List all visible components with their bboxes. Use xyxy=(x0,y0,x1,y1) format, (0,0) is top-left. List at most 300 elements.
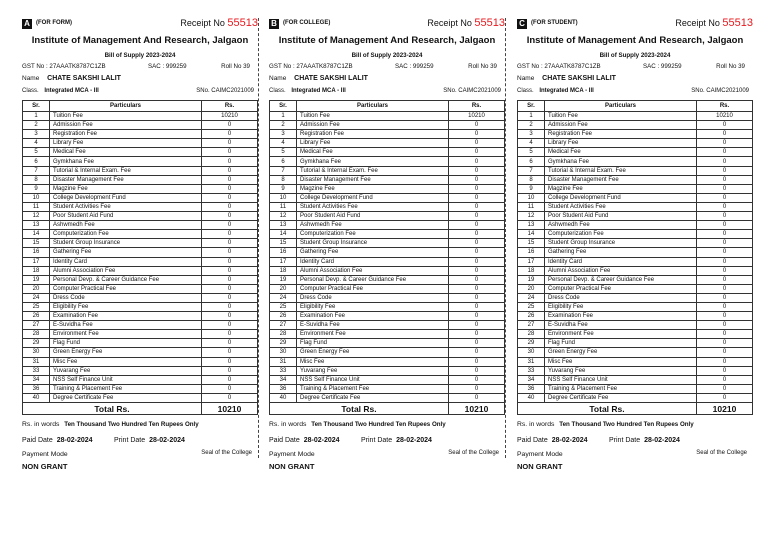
fee-particular: Degree Certificate Fee xyxy=(297,393,449,402)
grant-type: NON GRANT xyxy=(517,462,563,471)
class-label: Class. xyxy=(22,88,39,94)
fee-sr: 12 xyxy=(518,212,545,221)
fee-sr: 36 xyxy=(270,384,297,393)
receipt-copy-a xyxy=(22,14,258,484)
fee-amount: 0 xyxy=(449,221,505,230)
roll-number: Roll No 39 xyxy=(716,63,745,70)
fee-amount: 0 xyxy=(449,312,505,321)
fee-sr: 8 xyxy=(518,175,545,184)
print-date: 28-02-2024 xyxy=(644,437,680,444)
fee-amount: 0 xyxy=(697,121,753,130)
fee-row xyxy=(518,293,753,302)
fee-sr: 6 xyxy=(518,157,545,166)
fee-sr: 13 xyxy=(270,221,297,230)
receipt-number xyxy=(427,17,505,29)
fee-row xyxy=(270,366,505,375)
fee-sr: 4 xyxy=(270,139,297,148)
student-name: CHATE SAKSHI LALIT xyxy=(47,75,121,82)
fee-amount: 0 xyxy=(449,148,505,157)
fee-row xyxy=(518,112,753,121)
fee-amount: 0 xyxy=(697,366,753,375)
fee-sr: 7 xyxy=(518,166,545,175)
fee-amount: 0 xyxy=(697,357,753,366)
fee-amount: 0 xyxy=(449,184,505,193)
copy-header xyxy=(269,14,505,30)
fee-row xyxy=(518,275,753,284)
fee-particular: Computerization Fee xyxy=(545,230,697,239)
fee-particular: E-Suvidha Fee xyxy=(297,321,449,330)
name-label: Name xyxy=(517,75,535,82)
copy-header xyxy=(22,14,258,30)
fee-amount: 0 xyxy=(449,284,505,293)
fee-sr: 24 xyxy=(23,293,50,302)
fee-sr: 4 xyxy=(23,139,50,148)
fee-particular: Training & Placement Fee xyxy=(50,384,202,393)
words-label: Rs. in words xyxy=(22,421,60,428)
dates-line xyxy=(22,437,258,444)
bill-title: Bill of Supply 2023-2024 xyxy=(599,52,671,59)
fee-row xyxy=(23,202,258,211)
paid-date-label: Paid Date xyxy=(517,437,548,444)
fee-particular: Alumni Association Fee xyxy=(297,266,449,275)
class-line xyxy=(517,88,753,94)
fee-amount: 0 xyxy=(697,293,753,302)
words-value: Ten Thousand Two Hundred Ten Rupees Only xyxy=(311,421,446,428)
fee-particular: E-Suvidha Fee xyxy=(50,321,202,330)
fee-row xyxy=(23,230,258,239)
amount-in-words xyxy=(517,421,694,428)
fee-particular: Personal Devp. & Career Guidance Fee xyxy=(50,275,202,284)
fee-row xyxy=(23,393,258,402)
fee-particular: Yuvarang Fee xyxy=(50,366,202,375)
fee-amount: 0 xyxy=(449,157,505,166)
fee-sr: 34 xyxy=(518,375,545,384)
fee-amount: 10210 xyxy=(202,112,258,121)
total-value: 10210 xyxy=(449,403,505,415)
fee-row xyxy=(23,257,258,266)
fee-sr: 8 xyxy=(23,175,50,184)
fee-row xyxy=(270,393,505,402)
fee-row xyxy=(518,184,753,193)
fee-amount: 0 xyxy=(697,284,753,293)
fee-row xyxy=(270,348,505,357)
fee-row xyxy=(518,175,753,184)
fee-amount: 0 xyxy=(697,239,753,248)
fee-amount: 0 xyxy=(697,230,753,239)
fee-particular: Poor Student Aid Fund xyxy=(297,212,449,221)
fee-sr: 3 xyxy=(270,130,297,139)
fee-amount: 0 xyxy=(449,275,505,284)
payment-mode-label: Payment Mode xyxy=(22,451,68,458)
print-date-label: Print Date xyxy=(114,437,146,444)
paid-date: 28-02-2024 xyxy=(551,437,588,444)
fee-amount: 0 xyxy=(202,193,258,202)
fee-row xyxy=(23,121,258,130)
fee-sr: 14 xyxy=(23,230,50,239)
fee-sr: 26 xyxy=(23,312,50,321)
fee-row xyxy=(23,330,258,339)
fee-row xyxy=(23,348,258,357)
print-date-label: Print Date xyxy=(361,437,393,444)
fee-particular: Gathering Fee xyxy=(297,248,449,257)
fee-row xyxy=(270,130,505,139)
name-label: Name xyxy=(269,75,287,82)
fee-sr: 2 xyxy=(270,121,297,130)
fee-amount: 0 xyxy=(449,384,505,393)
fee-sr: 10 xyxy=(270,193,297,202)
fee-amount: 0 xyxy=(202,221,258,230)
fee-amount: 0 xyxy=(697,384,753,393)
fee-sr: 33 xyxy=(518,366,545,375)
fee-sr: 34 xyxy=(270,375,297,384)
fee-amount: 0 xyxy=(449,130,505,139)
fee-sr: 19 xyxy=(270,275,297,284)
fee-row xyxy=(270,157,505,166)
fee-sr: 15 xyxy=(270,239,297,248)
print-date-group xyxy=(114,437,185,444)
fee-particular: Ashwmedh Fee xyxy=(545,221,697,230)
header-particulars: Particulars xyxy=(297,101,449,112)
fee-sr: 17 xyxy=(518,257,545,266)
fee-sr: 25 xyxy=(23,302,50,311)
fee-amount: 0 xyxy=(202,375,258,384)
fee-particular: Flag Fund xyxy=(297,339,449,348)
fee-row xyxy=(23,275,258,284)
fee-sr: 34 xyxy=(23,375,50,384)
fee-sr: 9 xyxy=(23,184,50,193)
fee-particular: Computer Practical Fee xyxy=(50,284,202,293)
fee-row xyxy=(270,175,505,184)
fee-particular: Dress Code xyxy=(50,293,202,302)
total-row xyxy=(270,403,505,415)
fee-particular: Library Fee xyxy=(545,139,697,148)
fee-particular: E-Suvidha Fee xyxy=(545,321,697,330)
student-name: CHATE SAKSHI LALIT xyxy=(542,75,616,82)
fee-row xyxy=(518,393,753,402)
fee-row xyxy=(518,230,753,239)
fee-amount: 0 xyxy=(202,239,258,248)
fee-particular: Dress Code xyxy=(297,293,449,302)
fee-particular: Student Activities Fee xyxy=(50,202,202,211)
fee-row xyxy=(23,212,258,221)
copy-separator xyxy=(505,18,506,458)
fee-row xyxy=(23,239,258,248)
fee-row xyxy=(270,184,505,193)
fee-particular: Registration Fee xyxy=(50,130,202,139)
fee-amount: 0 xyxy=(202,393,258,402)
fee-row xyxy=(270,166,505,175)
words-value: Ten Thousand Two Hundred Ten Rupees Only xyxy=(559,421,694,428)
fee-sr: 17 xyxy=(23,257,50,266)
fee-row xyxy=(270,202,505,211)
fee-amount: 0 xyxy=(697,348,753,357)
fee-particular: Magzine Fee xyxy=(50,184,202,193)
fee-row xyxy=(270,121,505,130)
fee-sr: 6 xyxy=(270,157,297,166)
class-label: Class. xyxy=(269,88,286,94)
fee-row xyxy=(23,302,258,311)
fee-row xyxy=(270,330,505,339)
fee-particular: NSS Self Finance Unit xyxy=(50,375,202,384)
fee-particular: Tuition Fee xyxy=(297,112,449,121)
print-date-group xyxy=(361,437,432,444)
fee-amount: 0 xyxy=(202,339,258,348)
fee-row xyxy=(23,221,258,230)
fee-amount: 0 xyxy=(697,202,753,211)
fee-particular: Eligibility Fee xyxy=(545,302,697,311)
fee-sr: 12 xyxy=(270,212,297,221)
bill-title: Bill of Supply 2023-2024 xyxy=(351,52,423,59)
fee-table xyxy=(22,100,258,415)
fee-row xyxy=(23,248,258,257)
payment-mode-label: Payment Mode xyxy=(517,451,563,458)
fee-sr: 5 xyxy=(23,148,50,157)
fee-row xyxy=(518,239,753,248)
fee-particular: Admission Fee xyxy=(545,121,697,130)
fee-sr: 18 xyxy=(518,266,545,275)
fee-amount: 0 xyxy=(697,175,753,184)
fee-amount: 0 xyxy=(449,166,505,175)
fee-amount: 0 xyxy=(697,330,753,339)
fee-sr: 16 xyxy=(518,248,545,257)
fee-row xyxy=(270,275,505,284)
fee-amount: 0 xyxy=(449,366,505,375)
fee-amount: 0 xyxy=(697,221,753,230)
fee-sr: 31 xyxy=(518,357,545,366)
fee-amount: 0 xyxy=(449,202,505,211)
fee-amount: 0 xyxy=(202,357,258,366)
fee-sr: 11 xyxy=(23,202,50,211)
fee-sr: 40 xyxy=(270,393,297,402)
fee-row xyxy=(23,139,258,148)
fee-sr: 33 xyxy=(270,366,297,375)
fee-row xyxy=(518,221,753,230)
fee-particular: Student Activities Fee xyxy=(545,202,697,211)
institute-name: Institute of Management And Research, Jalgaon xyxy=(526,35,744,46)
fee-particular: Identity Card xyxy=(297,257,449,266)
gst-number: GST No : 27AAATK8787C1ZB xyxy=(269,63,353,70)
fee-sr: 36 xyxy=(23,384,50,393)
fee-amount: 0 xyxy=(697,393,753,402)
fee-sr: 30 xyxy=(23,348,50,357)
fee-particular: Computerization Fee xyxy=(50,230,202,239)
receipt-copy-b xyxy=(269,14,505,484)
fee-sr: 3 xyxy=(518,130,545,139)
copy-separator xyxy=(258,18,259,458)
fee-sr: 27 xyxy=(23,321,50,330)
fee-particular: Library Fee xyxy=(297,139,449,148)
grant-type: NON GRANT xyxy=(22,462,68,471)
fee-row xyxy=(23,384,258,393)
fee-sr: 1 xyxy=(518,112,545,121)
fee-sr: 8 xyxy=(270,175,297,184)
fee-row xyxy=(23,157,258,166)
receipt-no-value: 55513 xyxy=(227,17,258,29)
fee-particular: Personal Devp. & Career Guidance Fee xyxy=(545,275,697,284)
fee-amount: 0 xyxy=(202,248,258,257)
fee-amount: 0 xyxy=(202,166,258,175)
fee-amount: 0 xyxy=(202,284,258,293)
fee-particular: Poor Student Aid Fund xyxy=(545,212,697,221)
fee-row xyxy=(518,375,753,384)
fee-sr: 25 xyxy=(518,302,545,311)
fee-amount: 0 xyxy=(449,248,505,257)
header-rs: Rs. xyxy=(449,101,505,112)
receipt-label: Receipt No xyxy=(180,18,225,28)
fee-particular: Tutorial & Internal Exam. Fee xyxy=(297,166,449,175)
fee-amount: 0 xyxy=(449,293,505,302)
fee-amount: 0 xyxy=(202,348,258,357)
fee-sr: 19 xyxy=(23,275,50,284)
fee-amount: 0 xyxy=(697,266,753,275)
fee-sr: 20 xyxy=(518,284,545,293)
fee-particular: Degree Certificate Fee xyxy=(545,393,697,402)
fee-sr: 29 xyxy=(23,339,50,348)
fee-row xyxy=(518,193,753,202)
fee-row xyxy=(23,312,258,321)
fee-sr: 3 xyxy=(23,130,50,139)
amount-in-words xyxy=(22,421,199,428)
fee-amount: 0 xyxy=(697,257,753,266)
fee-amount: 0 xyxy=(697,157,753,166)
fee-row xyxy=(270,312,505,321)
fee-row xyxy=(23,130,258,139)
fee-row xyxy=(270,239,505,248)
fee-particular: Personal Devp. & Career Guidance Fee xyxy=(297,275,449,284)
fee-amount: 0 xyxy=(697,321,753,330)
fee-sr: 29 xyxy=(270,339,297,348)
fee-row xyxy=(518,248,753,257)
fee-particular: Degree Certificate Fee xyxy=(50,393,202,402)
fee-amount: 0 xyxy=(202,212,258,221)
fee-amount: 0 xyxy=(202,148,258,157)
receipt-label: Receipt No xyxy=(675,18,720,28)
fee-row xyxy=(518,202,753,211)
dates-line xyxy=(269,437,505,444)
fee-amount: 0 xyxy=(697,148,753,157)
fee-sr: 28 xyxy=(23,330,50,339)
fee-sr: 4 xyxy=(518,139,545,148)
fee-particular: Computerization Fee xyxy=(297,230,449,239)
fee-sr: 26 xyxy=(270,312,297,321)
fee-particular: Gymkhana Fee xyxy=(50,157,202,166)
serial-number: SNo. CAIMC2021009 xyxy=(443,88,501,94)
fee-amount: 0 xyxy=(202,230,258,239)
class-value: Integrated MCA - III xyxy=(539,88,594,94)
fee-particular: Identity Card xyxy=(50,257,202,266)
fee-row xyxy=(270,357,505,366)
fee-sr: 27 xyxy=(518,321,545,330)
payment-mode-line xyxy=(269,451,505,458)
fee-sr: 1 xyxy=(23,112,50,121)
fee-row xyxy=(270,212,505,221)
fee-row xyxy=(518,157,753,166)
fee-particular: Tutorial & Internal Exam. Fee xyxy=(545,166,697,175)
fee-amount: 0 xyxy=(449,239,505,248)
fee-table-header xyxy=(270,101,505,112)
fee-particular: Identity Card xyxy=(545,257,697,266)
fee-sr: 16 xyxy=(270,248,297,257)
fee-particular: Gymkhana Fee xyxy=(297,157,449,166)
fee-particular: NSS Self Finance Unit xyxy=(297,375,449,384)
fee-row xyxy=(23,166,258,175)
fee-amount: 0 xyxy=(202,293,258,302)
fee-particular: Registration Fee xyxy=(297,130,449,139)
fee-amount: 0 xyxy=(202,266,258,275)
fee-sr: 26 xyxy=(518,312,545,321)
fee-particular: Misc Fee xyxy=(545,357,697,366)
fee-amount: 0 xyxy=(202,175,258,184)
fee-sr: 14 xyxy=(270,230,297,239)
fee-row xyxy=(518,266,753,275)
copy-header xyxy=(517,14,753,30)
total-label: Total Rs. xyxy=(518,403,697,415)
paid-date: 28-02-2024 xyxy=(303,437,340,444)
fee-amount: 0 xyxy=(202,384,258,393)
class-line xyxy=(269,88,505,94)
name-label: Name xyxy=(22,75,40,82)
bill-title: Bill of Supply 2023-2024 xyxy=(104,52,176,59)
header-sr: Sr. xyxy=(518,101,545,112)
fee-sr: 10 xyxy=(23,193,50,202)
fee-particular: Examination Fee xyxy=(545,312,697,321)
fee-amount: 0 xyxy=(202,312,258,321)
total-value: 10210 xyxy=(697,403,753,415)
fee-row xyxy=(23,293,258,302)
fee-particular: Tuition Fee xyxy=(50,112,202,121)
receipt-number xyxy=(180,17,258,29)
fee-amount: 0 xyxy=(697,130,753,139)
header-particulars: Particulars xyxy=(50,101,202,112)
fee-row xyxy=(518,166,753,175)
fee-amount: 0 xyxy=(202,157,258,166)
fee-sr: 30 xyxy=(518,348,545,357)
fee-particular: Environment Fee xyxy=(297,330,449,339)
fee-particular: Student Group Insurance xyxy=(545,239,697,248)
fee-particular: Student Activities Fee xyxy=(297,202,449,211)
receipt-no-value: 55513 xyxy=(474,17,505,29)
fee-particular: Disaster Management Fee xyxy=(50,175,202,184)
fee-sr: 31 xyxy=(23,357,50,366)
fee-amount: 0 xyxy=(697,139,753,148)
fee-particular: Magzine Fee xyxy=(545,184,697,193)
fee-row xyxy=(270,284,505,293)
student-name-line xyxy=(22,75,121,82)
fee-amount: 0 xyxy=(202,139,258,148)
fee-row xyxy=(270,321,505,330)
fee-particular: Alumni Association Fee xyxy=(50,266,202,275)
fee-row xyxy=(518,366,753,375)
fee-row xyxy=(518,348,753,357)
fee-row xyxy=(270,193,505,202)
fee-particular: Admission Fee xyxy=(297,121,449,130)
copy-letter-badge: A xyxy=(22,19,32,29)
fee-particular: NSS Self Finance Unit xyxy=(545,375,697,384)
fee-sr: 20 xyxy=(23,284,50,293)
fee-row xyxy=(518,139,753,148)
fee-particular: Medical Fee xyxy=(50,148,202,157)
total-row xyxy=(23,403,258,415)
student-name-line xyxy=(269,75,368,82)
paid-date-label: Paid Date xyxy=(269,437,300,444)
fee-sr: 31 xyxy=(270,357,297,366)
fee-particular: Yuvarang Fee xyxy=(297,366,449,375)
copy-letter-badge: C xyxy=(517,19,527,29)
total-value: 10210 xyxy=(202,403,258,415)
fee-particular: Gathering Fee xyxy=(545,248,697,257)
fee-amount: 0 xyxy=(449,375,505,384)
fee-amount: 0 xyxy=(449,139,505,148)
